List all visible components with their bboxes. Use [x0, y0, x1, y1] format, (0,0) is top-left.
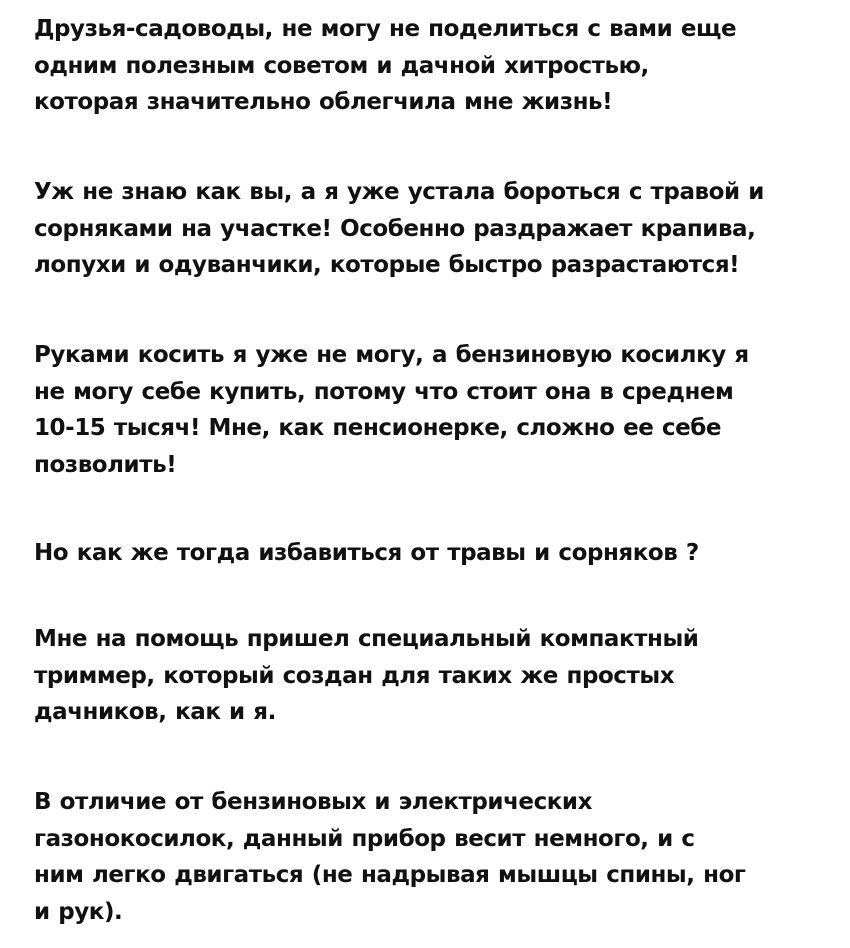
paragraph-line: Мне на помощь пришел специальный компактный	[34, 626, 699, 652]
paragraph-line: не могу себе купить, потому что стоит она в среднем	[34, 378, 734, 405]
paragraph-question	[34, 535, 834, 572]
paragraph-intro	[34, 11, 834, 121]
paragraph-line: триммер, который создан для таких же простых	[34, 662, 675, 689]
paragraph-line: сорняками на участке! Особенно раздражает крапива,	[34, 215, 756, 242]
paragraph-line: и рук).	[34, 898, 123, 925]
paragraph-line: одним полезным советом и дачной хитростью,	[34, 52, 649, 79]
paragraph-line: 10-15 тысяч! Мне, как пенсионерке, сложно ее себе	[34, 415, 722, 441]
paragraph-line: Но как же тогда избавиться от травы и сорняков ?	[34, 540, 699, 566]
paragraph-mower-cost	[34, 337, 834, 483]
paragraph-line: Руками косить я уже не могу, а бензиновую косилку я	[34, 342, 749, 368]
paragraph-line: В отличие от бензиновых и электрических	[34, 789, 592, 815]
paragraph-line: которая значительно облегчила мне жизнь!	[34, 89, 613, 115]
paragraph-line: Друзья-садоводы, не могу не поделиться с вами еще	[34, 16, 737, 42]
paragraph-line: Уж не знаю как вы, а я уже устала бороться с травой и	[34, 179, 764, 205]
paragraph-weeds-problem	[34, 174, 834, 284]
paragraph-line: газонокосилок, данный прибор весит немного, и с	[34, 825, 695, 852]
paragraph-line: дачников, как и я.	[34, 699, 276, 725]
paragraph-line: лопухи и одуванчики, которые быстро разрастаются!	[34, 252, 740, 278]
paragraph-trimmer-intro	[34, 621, 834, 731]
paragraph-line: позволить!	[34, 451, 177, 478]
paragraph-line: ним легко двигаться (не надрывая мышцы спины, ног	[34, 862, 746, 888]
paragraph-trimmer-benefits	[34, 784, 834, 930]
